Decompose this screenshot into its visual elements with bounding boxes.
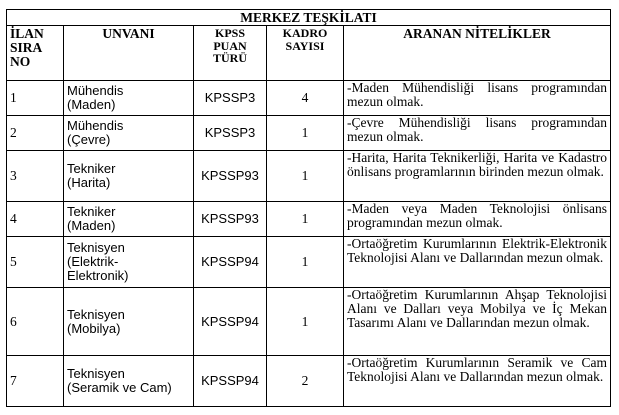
cell-kpss: KPSSP94 bbox=[194, 237, 267, 288]
table-row bbox=[7, 356, 611, 407]
cell-no: 1 bbox=[7, 81, 64, 116]
cell-kadro: 1 bbox=[267, 237, 344, 288]
cell-kadro: 2 bbox=[267, 356, 344, 407]
cell-kadro: 1 bbox=[267, 288, 344, 356]
header-line: KPSS bbox=[214, 26, 245, 40]
cell-nitelik: -Ortaöğretim Kurumlarının Seramik ve Cam Teknolojisi Alanı ve Dallarından mezun olmak. bbox=[344, 356, 611, 407]
document-page bbox=[6, 9, 610, 407]
cell-nitelik: -Ortaöğretim Kurumlarının Elektrik-Elektronik Teknolojisi Alanı ve Dallarından mezun olmak. bbox=[344, 237, 611, 288]
cell-kpss: KPSSP94 bbox=[194, 356, 267, 407]
cell-unvan bbox=[64, 81, 194, 116]
cell-kpss: KPSSP94 bbox=[194, 288, 267, 356]
cell-no: 5 bbox=[7, 237, 64, 288]
unvan-line: (Maden) bbox=[67, 97, 116, 112]
cell-no: 6 bbox=[7, 288, 64, 356]
table-row bbox=[7, 81, 611, 116]
cell-no: 7 bbox=[7, 356, 64, 407]
unvan-line: Mühendis bbox=[67, 83, 124, 98]
cell-nitelik: -Harita, Harita Teknikerliği, Harita ve Kadastro önlisans programlarının birinden mezun olmak. bbox=[344, 151, 611, 202]
header-kadro-sayisi bbox=[267, 26, 344, 81]
header-line: SAYISI bbox=[285, 38, 325, 53]
cell-kadro: 1 bbox=[267, 151, 344, 202]
table-row bbox=[7, 151, 611, 202]
unvan-line: Teknisyen bbox=[67, 306, 125, 322]
unvan-line: (Seramik ve Cam) bbox=[67, 380, 172, 395]
unvan-line: (Harita) bbox=[67, 175, 111, 190]
table-row bbox=[7, 116, 611, 151]
unvan-line: Teknisyen bbox=[67, 240, 125, 255]
cell-kadro: 4 bbox=[267, 81, 344, 116]
cell-nitelik: -Maden veya Maden Teknolojisi önlisans programından mezun olmak. bbox=[344, 202, 611, 237]
cell-kpss: KPSSP3 bbox=[194, 116, 267, 151]
unvan-line: (Elektrik- bbox=[67, 254, 119, 269]
header-line: NO bbox=[10, 54, 31, 69]
header-line: UNVANI bbox=[102, 26, 155, 41]
table-row bbox=[7, 288, 611, 356]
cell-no: 2 bbox=[7, 116, 64, 151]
cell-no: 3 bbox=[7, 151, 64, 202]
unvan-line: Tekniker bbox=[67, 161, 116, 176]
header-line: İLAN bbox=[10, 26, 44, 41]
header-line: PUAN bbox=[213, 38, 247, 53]
header-line: SIRA bbox=[10, 40, 43, 55]
cell-no: 4 bbox=[7, 202, 64, 237]
cell-unvan bbox=[64, 116, 194, 151]
cell-kpss: KPSSP3 bbox=[194, 81, 267, 116]
header-ilan-sira-no bbox=[7, 26, 64, 81]
header-line: TÜRÜ bbox=[212, 51, 247, 65]
cell-unvan bbox=[64, 356, 194, 407]
unvan-line: Tekniker bbox=[67, 204, 116, 219]
header-line: KADRO bbox=[282, 26, 328, 40]
cell-kadro: 1 bbox=[267, 116, 344, 151]
unvan-line: Mühendis bbox=[67, 118, 124, 133]
table-title: MERKEZ TEŞKİLATI bbox=[7, 10, 611, 26]
unvan-line: (Çevre) bbox=[67, 132, 111, 147]
cell-unvan bbox=[64, 288, 194, 356]
unvan-line: Elektronik) bbox=[67, 268, 129, 283]
table-row bbox=[7, 237, 611, 288]
positions-table bbox=[6, 9, 611, 407]
unvan-line: (Maden) bbox=[67, 218, 116, 233]
header-aranan-nitelikler bbox=[344, 26, 611, 81]
cell-unvan bbox=[64, 151, 194, 202]
unvan-line: Teknisyen bbox=[67, 366, 125, 381]
cell-unvan bbox=[64, 237, 194, 288]
cell-kpss: KPSSP93 bbox=[194, 151, 267, 202]
table-row bbox=[7, 202, 611, 237]
cell-nitelik: -Maden Mühendisliği lisans programından mezun olmak. bbox=[344, 81, 611, 116]
cell-kpss: KPSSP93 bbox=[194, 202, 267, 237]
cell-nitelik: -Ortaöğretim Kurumlarının Ahşap Teknolojisi Alanı ve Dalları veya Mobilya ve İç Mekan Tasarımı Alanı ve Dallarından mezun olmak. bbox=[344, 288, 611, 356]
header-kpss-puan-turu bbox=[194, 26, 267, 81]
cell-kadro: 1 bbox=[267, 202, 344, 237]
header-line: ARANAN NİTELİKLER bbox=[403, 26, 551, 41]
cell-unvan bbox=[64, 202, 194, 237]
unvan-line: (Mobilya) bbox=[67, 320, 121, 336]
header-unvan bbox=[64, 26, 194, 81]
cell-nitelik: -Çevre Mühendisliği lisans programından mezun olmak. bbox=[344, 116, 611, 151]
